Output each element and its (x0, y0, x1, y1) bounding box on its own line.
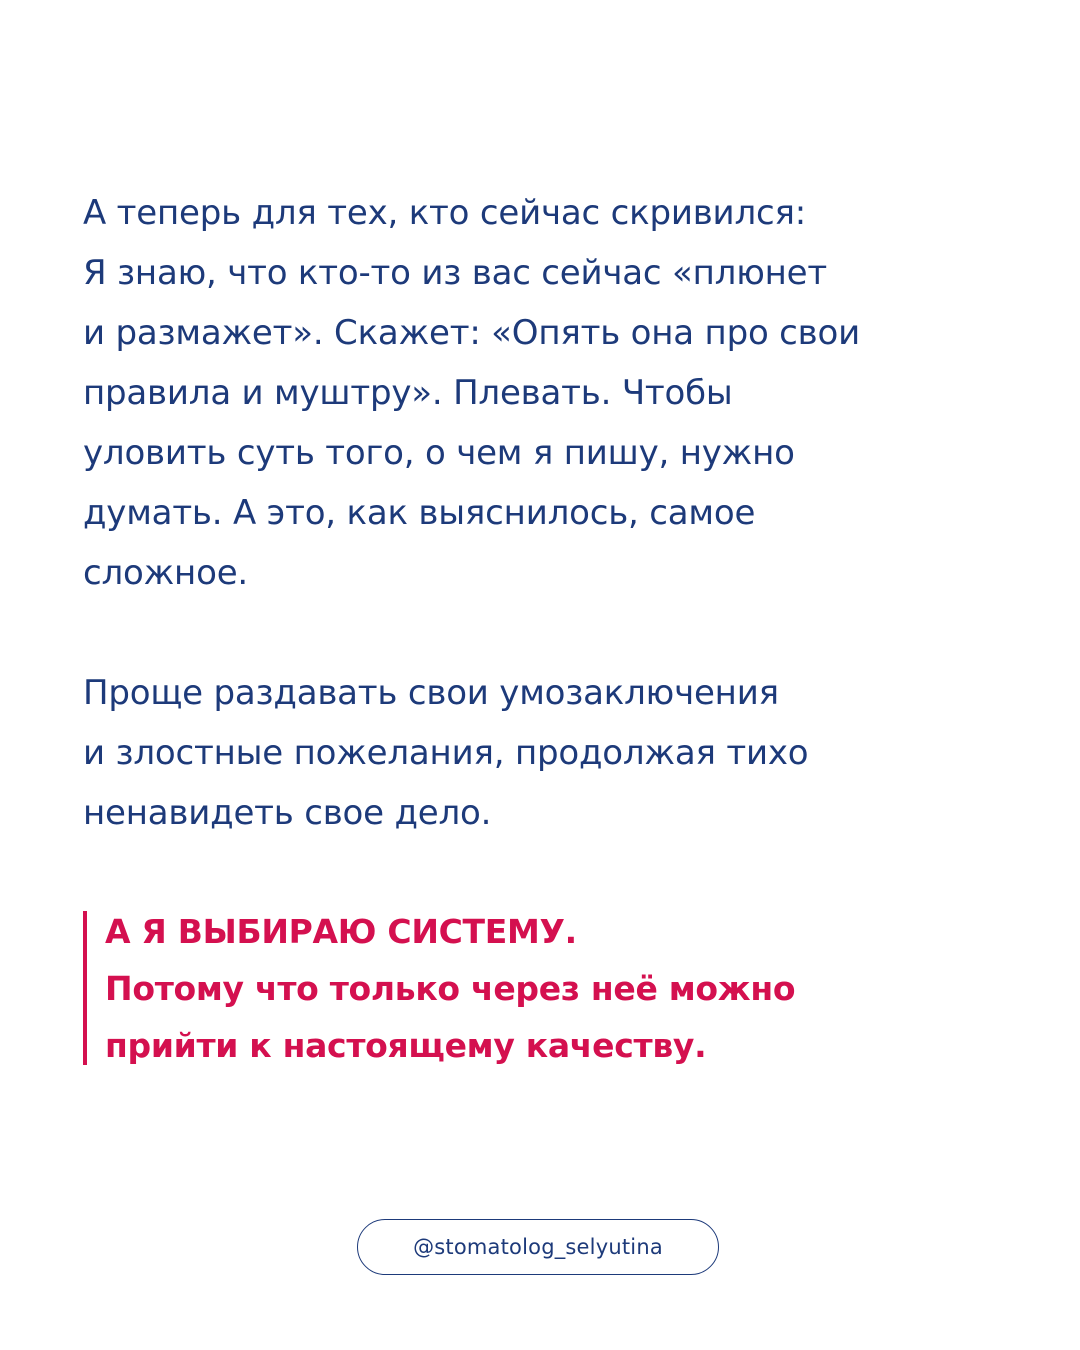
paragraph-1 (83, 183, 1003, 603)
paragraph-line: сложное. (83, 553, 249, 593)
paragraph-line: думать. А это, как выяснилось, самое (83, 493, 756, 533)
paragraph-line: ненавидеть свое дело. (83, 793, 492, 833)
paragraph-line: и размажет». Скажет: «Опять она про свои (83, 313, 861, 353)
callout-headline: А Я ВЫБИРАЮ СИСТЕМУ. (105, 912, 577, 951)
paragraph-2 (83, 663, 1003, 843)
callout-accent-bar (83, 911, 87, 1065)
paragraph-line: Проще раздавать свои умозаключения (83, 673, 779, 713)
paragraph-line: правила и муштру». Плевать. Чтобы (83, 373, 733, 413)
callout-line: прийти к настоящему качеству. (105, 1026, 707, 1065)
paragraph-line: А теперь для тех, кто сейчас скривился: (83, 193, 806, 233)
paragraph-line: уловить суть того, о чем я пишу, нужно (83, 433, 795, 473)
highlight-callout (83, 903, 1003, 1074)
post-content (83, 183, 1003, 1074)
author-handle-text: @stomatolog_selyutina (413, 1235, 663, 1259)
paragraph-line: Я знаю, что кто-то из вас сейчас «плюнет (83, 253, 827, 293)
author-handle-badge[interactable] (357, 1219, 719, 1275)
paragraph-line: и злостные пожелания, продолжая тихо (83, 733, 809, 773)
callout-line: Потому что только через неё можно (105, 969, 796, 1008)
